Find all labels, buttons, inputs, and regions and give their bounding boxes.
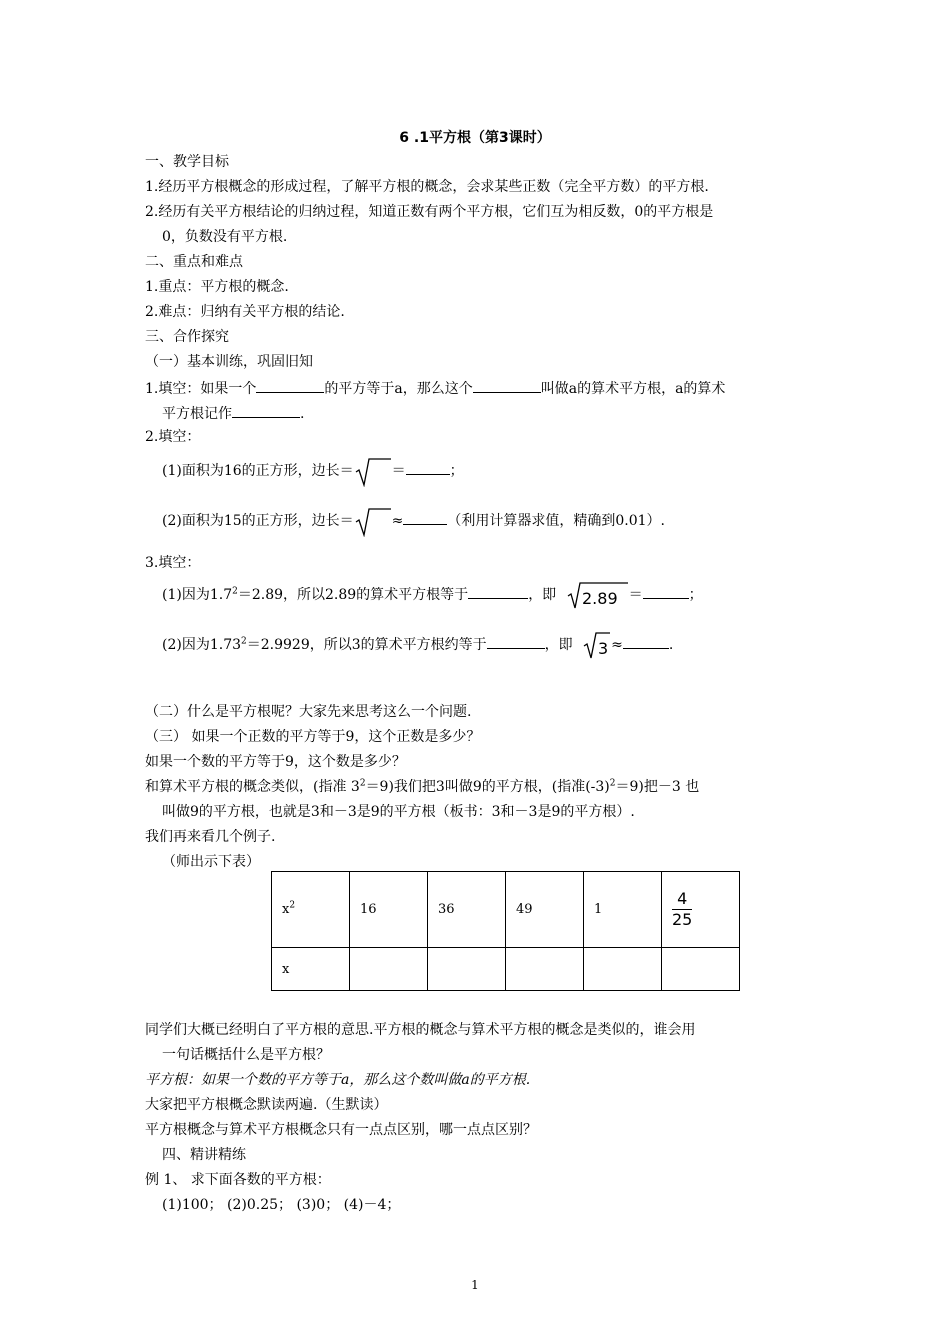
section-heading: 二、重点和难点 [145, 254, 243, 270]
table-cell: 1 [584, 872, 662, 948]
superscript: 2 [609, 778, 616, 789]
text: ，即 [528, 587, 557, 603]
paragraph: 0，负数没有平方根. [162, 229, 288, 245]
fraction [672, 889, 692, 930]
square-root-2.89 [567, 580, 629, 610]
paragraph: 叫做9的平方根，也就是3和－3是9的平方根（板书：3和－3是9的平方根）. [162, 804, 635, 820]
text: ＝9)把－3 也 [615, 779, 700, 795]
question-3-2 [162, 630, 673, 660]
table-cell[interactable] [506, 948, 584, 991]
fill-blank[interactable] [643, 583, 689, 599]
square-root-empty [354, 455, 392, 487]
table-cell [662, 872, 740, 948]
question-2-1 [162, 455, 464, 487]
denominator: 25 [672, 910, 693, 929]
table-row [272, 872, 740, 948]
paragraph: 平方根概念与算术平方根概念只有一点点区别，哪一点点区别？ [145, 1122, 537, 1138]
text: ； [449, 463, 464, 479]
text: ＝ [628, 587, 643, 603]
paragraph: （二）什么是平方根呢？大家先来思考这么一个问题. [145, 704, 472, 720]
paragraph: 1.经历平方根概念的形成过程，了解平方根的概念，会求某些正数（完全平方数）的平方根. [145, 179, 709, 195]
text: ＝ [391, 463, 406, 479]
section-heading: 三、合作探究 [145, 329, 229, 345]
paragraph: 我们再来看几个例子. [145, 829, 276, 845]
text: ＝9)我们把3叫做9的平方根，(指准(-3) [365, 779, 610, 795]
example-heading: 例 1、 求下面各数的平方根： [145, 1172, 331, 1188]
text: (1)因为1.7 [162, 587, 233, 603]
subsection-heading: （一）基本训练，巩固旧知 [145, 354, 313, 370]
square-table [271, 871, 740, 991]
table-cell [272, 872, 350, 948]
text: 平方根记作 [162, 406, 232, 422]
text: ； [688, 587, 703, 603]
text: . [668, 637, 674, 653]
text: 的平方等于a，那么这个 [324, 381, 473, 397]
table-cell: 36 [428, 872, 506, 948]
fill-blank[interactable] [403, 509, 447, 525]
cell-label: x [282, 902, 290, 917]
table-cell[interactable] [584, 948, 662, 991]
paragraph: （三） 如果一个正数的平方等于9，这个正数是多少？ [145, 729, 481, 745]
paragraph: 大家把平方根概念默读两遍.（生默读） [145, 1097, 388, 1113]
question-1-line [145, 377, 725, 399]
superscript: 2 [241, 636, 247, 647]
page-number: 1 [471, 1278, 479, 1292]
radicand: 3 [598, 639, 609, 658]
fill-blank[interactable] [473, 377, 541, 393]
table-cell: 16 [350, 872, 428, 948]
text: （利用计算器求值，精确到0.01）. [447, 513, 666, 529]
paragraph [145, 777, 699, 797]
question-2-2 [162, 505, 665, 537]
paragraph: （师出示下表） [162, 854, 260, 870]
question-heading: 2.填空： [145, 429, 201, 445]
text: (1)面积为16的正方形，边长＝ [162, 463, 354, 479]
text: ≈ [391, 513, 404, 529]
table-cell: 49 [506, 872, 584, 948]
paragraph: 如果一个数的平方等于9，这个数是多少？ [145, 754, 406, 770]
text: ＝2.89，所以2.89的算术平方根等于 [237, 587, 469, 603]
page-title: 6 .1平方根（第3课时） [399, 130, 551, 146]
superscript: 2 [359, 778, 366, 789]
text: 和算术平方根的概念类似，(指准 3 [145, 779, 360, 795]
question-heading: 3.填空： [145, 555, 201, 571]
numerator: 4 [672, 889, 692, 910]
text: 1.填空：如果一个 [145, 381, 257, 397]
paragraph: 2.难点：归纳有关平方根的结论. [145, 304, 345, 320]
table-row [272, 948, 740, 991]
square-root-3 [583, 630, 611, 660]
question-3-1 [162, 580, 703, 610]
paragraph: 同学们大概已经明白了平方根的意思.平方根的概念与算术平方根的概念是类似的，谁会用 [145, 1022, 696, 1038]
text: (2)面积为15的正方形，边长＝ [162, 513, 354, 529]
fill-blank[interactable] [232, 402, 300, 418]
text: (2)因为1.73 [162, 637, 242, 653]
text: ，即 [544, 637, 573, 653]
example-items: (1)100； (2)0.25； (3)0； (4)－4； [162, 1197, 401, 1213]
fill-blank[interactable] [623, 633, 669, 649]
question-1-line [162, 402, 304, 424]
table-cell: x [272, 948, 350, 991]
fill-blank[interactable] [406, 459, 450, 475]
superscript: 2 [232, 586, 238, 597]
paragraph: 1.重点：平方根的概念. [145, 279, 289, 295]
table-cell[interactable] [428, 948, 506, 991]
square-root-empty [354, 505, 392, 537]
text: . [300, 406, 305, 422]
paragraph: 2.经历有关平方根结论的归纳过程，知道正数有两个平方根，它们互为相反数，0的平方根是 [145, 204, 714, 220]
table-cell[interactable] [662, 948, 740, 991]
radicand: 2.89 [581, 589, 618, 608]
text: ＝2.9929，所以3的算术平方根约等于 [246, 637, 487, 653]
text: 叫做a的算术平方根，a的算术 [540, 381, 726, 397]
paragraph: 一句话概括什么是平方根？ [162, 1047, 330, 1063]
fill-blank[interactable] [256, 377, 324, 393]
table-cell[interactable] [350, 948, 428, 991]
section-heading: 一、教学目标 [145, 154, 229, 170]
fill-blank[interactable] [487, 633, 545, 649]
definition: 平方根：如果一个数的平方等于a，那么这个数叫做a的平方根. [145, 1072, 531, 1088]
fill-blank[interactable] [468, 583, 528, 599]
section-heading: 四、精讲精练 [162, 1147, 246, 1163]
superscript: 2 [289, 900, 296, 911]
text: ≈ [611, 637, 623, 653]
